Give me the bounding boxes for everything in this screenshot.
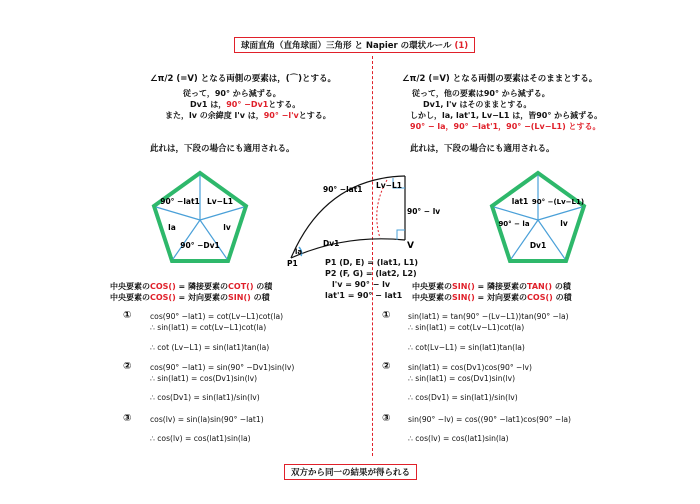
center-p1: P1 (D, E) = (lat1, L1) bbox=[325, 258, 419, 267]
right-heading: ∠π/2 (=V) となる両側の要素はそのままとする。 bbox=[402, 74, 598, 84]
tri-corner-label: Lv−L1 bbox=[376, 181, 402, 190]
center-lat: lat'1 = 90° − lat1 bbox=[325, 291, 403, 300]
left-line3: また，lv の余緯度 l'v は，90° −l'vとする。 bbox=[165, 111, 331, 120]
right-eq3-number: ③ bbox=[382, 413, 391, 424]
right-pentagon-diagram bbox=[488, 168, 588, 268]
left-heading: ∠π/2 (=V) となる両側の要素は，(⌒)とする。 bbox=[150, 74, 337, 84]
right-eq3-a: sin(90° −lv) = cos((90° −lat1)cos(90° −la) bbox=[408, 415, 572, 424]
right-line4: 90° − la，90° −lat'1，90° −(Lv−L1) とする。 bbox=[410, 122, 601, 131]
left-pentagon-diagram bbox=[150, 168, 250, 268]
left-rule-2: 中央要素のCOS() = 対向要素のSIN() の積 bbox=[110, 293, 270, 302]
right-eq1-a: sin(lat1) = tan(90° −(Lv−L1))tan(90° −la) bbox=[408, 312, 569, 321]
left-eq1-c: ∴ cot (Lv−L1) = sin(lat1)tan(la) bbox=[150, 343, 270, 352]
title-main: 球面直角（直角球面）三角形 と Napier の環状ルール bbox=[241, 41, 452, 51]
left-pent-right: lv bbox=[223, 223, 231, 232]
left-pent-left: la bbox=[168, 223, 176, 232]
center-lv: l'v = 90° − lv bbox=[332, 280, 391, 289]
left-rule-1: 中央要素のCOS() = 隣接要素のCOT() の積 bbox=[110, 282, 273, 291]
left-eq2-a: cos(90° −lat1) = sin(90° −Dv1)sin(lv) bbox=[150, 363, 295, 372]
left-pent-bottom: 90° −Dv1 bbox=[180, 241, 220, 250]
tri-angle-label: la bbox=[295, 248, 303, 256]
right-line3: しかし，la, lat'1, Lv−L1 は，皆90° から減ずる。 bbox=[410, 111, 603, 120]
tri-p1-label: P1 bbox=[287, 259, 298, 268]
right-pent-left: 90° − la bbox=[498, 220, 530, 228]
right-pent-top-left: lat1 bbox=[511, 197, 529, 206]
left-eq3-number: ③ bbox=[123, 413, 132, 424]
left-eq2-b: ∴ sin(lat1) = cos(Dv1)sin(lv) bbox=[150, 374, 258, 383]
right-eq2-number: ② bbox=[382, 361, 391, 372]
tri-top-label: 90° −lat1 bbox=[323, 185, 363, 194]
right-eq1-b: ∴ sin(lat1) = cot(Lv−L1)cot(la) bbox=[408, 323, 525, 332]
right-rule-2: 中央要素のSIN() = 対向要素のCOS() の積 bbox=[412, 293, 572, 302]
right-eq2-c: ∴ cos(Dv1) = sin(lat1)/sin(lv) bbox=[408, 393, 518, 402]
left-eq1-number: ① bbox=[123, 310, 132, 321]
left-eq3-b: ∴ cos(lv) = cos(lat1)sin(la) bbox=[150, 434, 251, 443]
footer-conclusion: 双方から同一の結果が得られる bbox=[284, 464, 417, 480]
title-number: (1) bbox=[454, 41, 469, 51]
left-eq2-c: ∴ cos(Dv1) = sin(lat1)/sin(lv) bbox=[150, 393, 260, 402]
right-eq2-a: sin(lat1) = cos(Dv1)cos(90° −lv) bbox=[408, 363, 532, 372]
page-title bbox=[234, 37, 475, 53]
right-eq1-c: ∴ cot(Lv−L1) = sin(lat1)tan(la) bbox=[408, 343, 525, 352]
left-eq2-number: ② bbox=[123, 361, 132, 372]
left-pent-top-left: 90° −lat1 bbox=[160, 197, 200, 206]
right-pent-right: lv bbox=[560, 219, 568, 228]
right-rule-1: 中央要素のSIN() = 隣接要素のTAN() の積 bbox=[412, 282, 571, 291]
left-line2: Dv1 は，90° −Dv1とする。 bbox=[190, 100, 301, 109]
tri-v-label: V bbox=[407, 241, 414, 251]
left-eq1-b: ∴ sin(lat1) = cot(Lv−L1)cot(la) bbox=[150, 323, 267, 332]
left-applies: 此れは，下段の場合にも適用される。 bbox=[150, 144, 295, 154]
left-pent-top-right: Lv−L1 bbox=[207, 197, 233, 206]
right-eq2-b: ∴ sin(lat1) = cos(Dv1)sin(lv) bbox=[408, 374, 516, 383]
center-p2: P2 (F, G) = (lat2, L2) bbox=[325, 269, 417, 278]
right-pent-bottom: Dv1 bbox=[529, 241, 547, 250]
right-eq3-b: ∴ cos(lv) = cos(lat1)sin(la) bbox=[408, 434, 509, 443]
tri-bottom-label: Dv1 bbox=[323, 239, 340, 248]
right-line2: Dv1, l'v はそのままとする。 bbox=[423, 100, 532, 109]
right-line1: 従って，他の要素は90° から減ずる。 bbox=[412, 89, 550, 98]
spherical-triangle-diagram bbox=[285, 168, 441, 268]
left-eq1-a: cos(90° −lat1) = cot(Lv−L1)cot(la) bbox=[150, 312, 284, 321]
left-line1: 従って，90° から減ずる。 bbox=[183, 89, 281, 98]
right-pent-top-right: 90° −(Lv−L1) bbox=[531, 198, 585, 206]
right-applies: 此れは，下段の場合にも適用される。 bbox=[410, 144, 555, 154]
right-eq1-number: ① bbox=[382, 310, 391, 321]
left-eq3-a: cos(lv) = sin(la)sin(90° −lat1) bbox=[150, 415, 264, 424]
tri-right-label: 90° − lv bbox=[407, 207, 441, 216]
